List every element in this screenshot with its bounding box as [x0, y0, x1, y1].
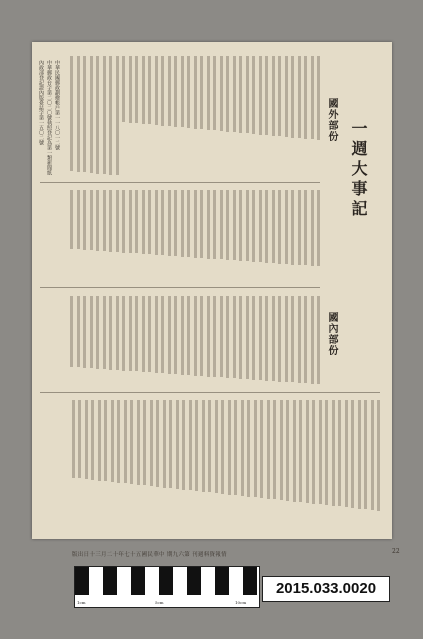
text-column-line: [109, 190, 112, 252]
text-column-line: [187, 296, 190, 375]
text-column-line: [143, 400, 146, 485]
tier-divider: [40, 392, 380, 393]
text-column-line: [103, 56, 106, 174]
text-column-line: [345, 400, 348, 507]
text-column-line: [278, 296, 281, 382]
text-column-line: [220, 190, 223, 259]
text-column-line: [207, 296, 210, 377]
text-column-line: [254, 400, 257, 497]
publication-line: 中華民國郵政劃撥帳戶第一一八〇一二號: [54, 60, 60, 150]
text-column-line: [213, 296, 216, 377]
text-column-line: [148, 190, 151, 254]
text-column-line: [90, 190, 93, 250]
text-column-line: [77, 296, 80, 367]
text-column-line: [129, 190, 132, 253]
scale-segment: [131, 567, 145, 595]
text-column-line: [285, 296, 288, 382]
text-column-line: [129, 56, 132, 123]
text-column-line: [220, 296, 223, 377]
text-column-line: [272, 56, 275, 136]
text-column-line: [96, 190, 99, 251]
text-column-line: [103, 296, 106, 369]
text-column-line: [194, 296, 197, 376]
text-column-line: [187, 56, 190, 128]
section-domestic-heading: 國內部份: [326, 312, 337, 356]
text-column-line: [272, 296, 275, 381]
text-column-line: [169, 400, 172, 488]
text-column-line: [156, 400, 159, 487]
text-column-line: [285, 190, 288, 264]
text-column-line: [207, 56, 210, 130]
text-column-line: [364, 400, 367, 509]
text-column-line: [221, 400, 224, 494]
text-column-line: [259, 296, 262, 380]
text-column-line: [299, 400, 302, 502]
publication-info: [54, 60, 60, 150]
text-column-line: [286, 400, 289, 501]
page-footer: 版出日十三月二十年七十五國民華中 期九六第 刊週料資報情: [72, 552, 227, 558]
text-column-line: [174, 190, 177, 256]
text-column-line: [72, 400, 75, 478]
text-column-line: [129, 296, 132, 371]
text-column-line: [311, 296, 314, 384]
text-column-line: [85, 400, 88, 479]
text-column-line: [135, 56, 138, 123]
scale-label: 10cm: [235, 600, 247, 605]
text-column-line: [233, 296, 236, 378]
text-column-line: [291, 190, 294, 265]
text-column-line: [135, 296, 138, 371]
text-column-line: [150, 400, 153, 486]
text-column-line: [174, 56, 177, 127]
tier-divider: [40, 182, 320, 183]
text-column-line: [298, 296, 301, 383]
text-column-line: [200, 296, 203, 376]
text-column-line: [319, 400, 322, 504]
text-column-line: [377, 400, 380, 511]
text-column-line: [272, 190, 275, 263]
text-column-line: [111, 400, 114, 482]
text-column-line: [83, 296, 86, 368]
text-column-line: [200, 56, 203, 129]
text-column-line: [260, 400, 263, 498]
text-column-line: [239, 296, 242, 379]
text-column-line: [90, 56, 93, 173]
text-column-line: [213, 56, 216, 130]
text-column-line: [130, 400, 133, 484]
text-column-line: [83, 190, 86, 250]
text-column-line: [312, 400, 315, 504]
accession-number-label: 2015.033.0020: [262, 576, 390, 602]
text-column-line: [103, 190, 106, 251]
text-column-line: [181, 296, 184, 375]
text-column-line: [117, 400, 120, 483]
text-column-line: [161, 56, 164, 126]
publication-info: [46, 60, 52, 175]
text-column-line: [291, 296, 294, 382]
text-column-line: [78, 400, 81, 478]
text-column-line: [317, 190, 320, 266]
page-number: 22: [392, 548, 400, 555]
scale-segment: [75, 567, 89, 595]
text-column-line: [168, 190, 171, 256]
text-column-line: [273, 400, 276, 499]
text-column-line: [226, 56, 229, 132]
text-column-line: [142, 56, 145, 124]
text-column-line: [234, 400, 237, 495]
text-column-line: [168, 56, 171, 126]
text-column-line: [233, 190, 236, 260]
text-column-line: [239, 56, 242, 133]
text-column-line: [194, 56, 197, 129]
text-column-line: [124, 400, 127, 483]
text-column-line: [317, 56, 320, 140]
text-column-line: [298, 56, 301, 138]
text-column-line: [90, 296, 93, 368]
scale-label: 5cm: [155, 600, 164, 605]
text-column-line: [304, 56, 307, 139]
text-column-line: [246, 190, 249, 261]
text-column-line: [116, 56, 119, 175]
text-column-line: [135, 190, 138, 253]
text-column-line: [176, 400, 179, 489]
page-title: 一週大事記: [349, 120, 368, 220]
text-column-line: [77, 190, 80, 249]
text-column-line: [233, 56, 236, 132]
text-column-line: [161, 190, 164, 255]
text-column-line: [155, 296, 158, 373]
text-column-line: [116, 190, 119, 252]
text-column-line: [70, 296, 73, 367]
text-column-line: [182, 400, 185, 490]
text-column-line: [122, 190, 125, 253]
text-column-line: [220, 56, 223, 131]
text-column-line: [317, 296, 320, 384]
text-column-line: [293, 400, 296, 502]
scale-segment: [103, 567, 117, 595]
publication-info: [38, 60, 44, 145]
text-column-line: [122, 296, 125, 371]
text-column-line: [163, 400, 166, 488]
text-column-line: [70, 190, 73, 249]
text-column-line: [252, 190, 255, 262]
document-page: [32, 42, 400, 558]
text-column-line: [98, 400, 101, 481]
text-column-line: [116, 296, 119, 370]
text-column-line: [181, 190, 184, 257]
text-column-line: [278, 56, 281, 136]
text-column-line: [207, 190, 210, 259]
text-column-line: [358, 400, 361, 509]
text-column-line: [208, 400, 211, 492]
text-column-line: [332, 400, 335, 506]
text-column-line: [109, 56, 112, 175]
scale-segment: [159, 567, 173, 595]
text-column-line: [351, 400, 354, 508]
text-column-line: [259, 56, 262, 135]
tier-divider: [40, 287, 320, 288]
text-column-line: [187, 190, 190, 257]
text-column-line: [265, 190, 268, 263]
text-column-line: [148, 296, 151, 372]
text-column-line: [200, 190, 203, 258]
text-column-line: [239, 190, 242, 261]
text-column-line: [246, 56, 249, 133]
text-column-line: [91, 400, 94, 480]
text-column-line: [96, 56, 99, 174]
text-column-line: [278, 190, 281, 264]
text-column-line: [311, 190, 314, 266]
text-column-line: [137, 400, 140, 485]
text-column-line: [122, 56, 125, 122]
text-column-line: [70, 56, 73, 171]
text-column-line: [226, 296, 229, 378]
text-column-line: [338, 400, 341, 506]
scale-label: 1cm: [77, 600, 86, 605]
text-column-line: [252, 56, 255, 134]
text-column-line: [306, 400, 309, 503]
text-column-line: [267, 400, 270, 499]
text-column-line: [174, 296, 177, 374]
text-column-line: [291, 56, 294, 138]
scale-bar: [74, 566, 260, 608]
text-column-line: [168, 296, 171, 374]
text-column-line: [265, 296, 268, 381]
text-column-line: [195, 400, 198, 491]
text-column-line: [304, 296, 307, 383]
text-column-line: [215, 400, 218, 493]
text-column-line: [142, 190, 145, 254]
text-column-line: [202, 400, 205, 492]
publication-line: 內政部登記證內版臺誌字第一五〇二號: [38, 60, 44, 145]
text-column-line: [142, 296, 145, 372]
text-column-line: [226, 190, 229, 260]
text-column-line: [259, 190, 262, 262]
text-column-line: [280, 400, 283, 500]
text-column-line: [298, 190, 301, 265]
text-column-line: [247, 400, 250, 497]
text-column-line: [155, 56, 158, 125]
text-column-line: [304, 190, 307, 265]
text-column-line: [181, 56, 184, 127]
text-column-line: [265, 56, 268, 135]
text-column-line: [252, 296, 255, 380]
text-column-line: [77, 56, 80, 172]
text-column-line: [241, 400, 244, 496]
text-column-line: [155, 190, 158, 255]
text-column-line: [83, 56, 86, 172]
text-column-line: [325, 400, 328, 505]
text-column-line: [213, 190, 216, 259]
text-column-line: [311, 56, 314, 139]
scale-segment: [243, 567, 257, 595]
text-column-line: [285, 56, 288, 137]
text-column-line: [161, 296, 164, 373]
text-column-line: [189, 400, 192, 490]
text-column-line: [371, 400, 374, 510]
text-column-line: [148, 56, 151, 124]
text-column-line: [109, 296, 112, 370]
text-column-line: [228, 400, 231, 495]
text-column-line: [104, 400, 107, 481]
text-column-line: [246, 296, 249, 379]
publication-line: 中華郵政台字第二〇二〇號執照登記為第一類新聞紙: [46, 60, 52, 175]
scale-segment: [215, 567, 229, 595]
text-column-line: [96, 296, 99, 369]
scale-segment: [187, 567, 201, 595]
text-column-line: [194, 190, 197, 258]
section-foreign-heading: 國外部份: [326, 98, 337, 142]
